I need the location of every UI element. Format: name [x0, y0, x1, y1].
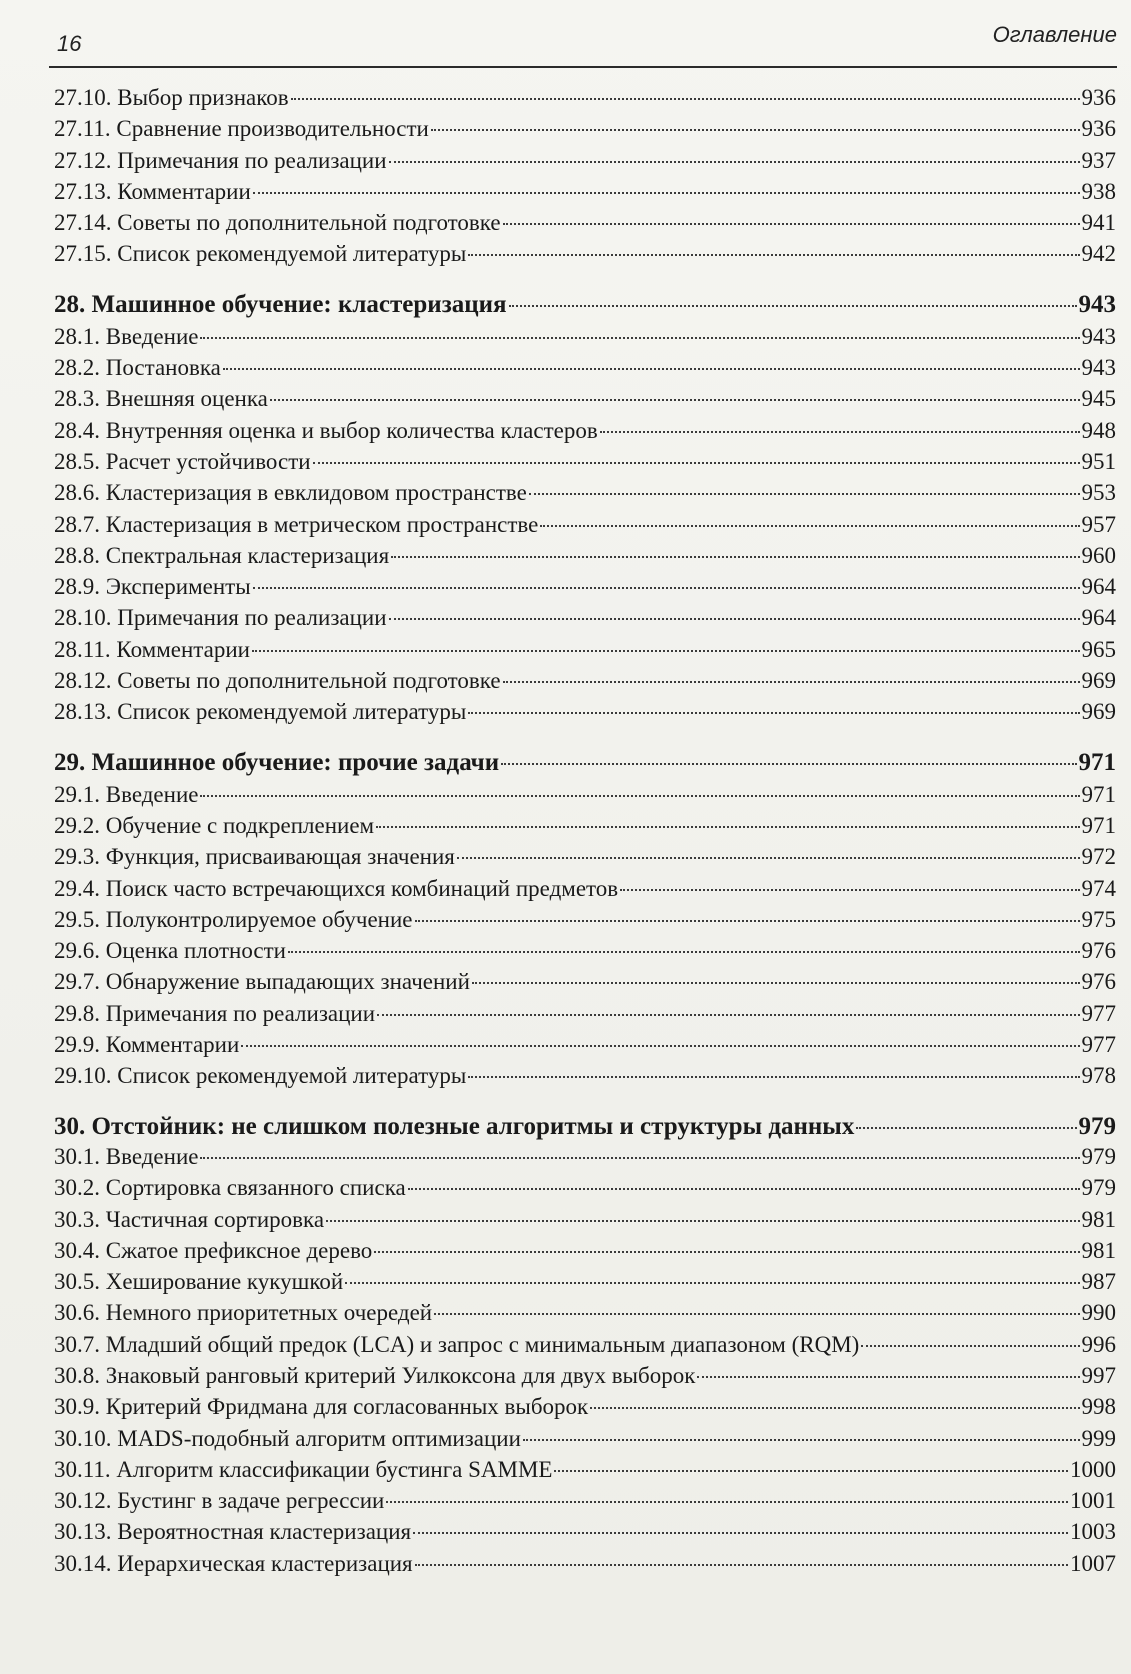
entry-label: 27.13. Комментарии — [54, 178, 251, 204]
toc-entry[interactable] — [54, 210, 1116, 241]
dot-leader — [386, 1501, 1068, 1503]
toc-entry[interactable] — [54, 844, 1116, 875]
dot-leader — [252, 650, 1080, 652]
dot-leader — [389, 618, 1080, 620]
dot-leader — [326, 1220, 1079, 1222]
entry-label: 29.10. Список рекомендуемой литературы — [54, 1063, 467, 1089]
entry-label: 29.6. Оценка плотности — [54, 938, 286, 964]
entry-page-number: 953 — [1081, 480, 1116, 506]
entry-label: 27.12. Примечания по реализации — [54, 147, 387, 173]
entry-page-number: 997 — [1081, 1362, 1116, 1388]
dot-leader — [253, 192, 1080, 194]
toc-entry[interactable] — [54, 605, 1116, 636]
toc-entry[interactable] — [54, 1001, 1116, 1032]
entry-page-number: 943 — [1081, 355, 1116, 381]
entry-label: 28.5. Расчет устойчивости — [54, 448, 311, 474]
entry-page-number: 942 — [1081, 241, 1116, 267]
chapter-title-entry[interactable] — [54, 291, 1116, 324]
dot-leader — [501, 763, 1076, 765]
entry-label: 28.4. Внутренняя оценка и выбор количества кластеров — [54, 417, 598, 443]
entry-label: 27.10. Выбор признаков — [54, 85, 289, 110]
dot-leader — [374, 1251, 1079, 1253]
dot-leader — [540, 525, 1079, 527]
entry-page-number: 978 — [1081, 1063, 1116, 1089]
toc-entry[interactable] — [54, 637, 1116, 668]
entry-page-number: 979 — [1078, 1112, 1116, 1140]
dot-leader — [600, 431, 1080, 433]
toc-entry[interactable] — [54, 876, 1116, 907]
entry-page-number: 945 — [1081, 386, 1116, 412]
toc-entry[interactable] — [54, 938, 1116, 969]
dot-leader — [856, 1127, 1076, 1129]
dot-leader — [523, 1439, 1080, 1441]
toc-entry[interactable] — [54, 179, 1116, 210]
dot-leader — [241, 1045, 1079, 1047]
dot-leader — [431, 129, 1080, 131]
entry-label: 30.13. Вероятностная кластеризация — [54, 1519, 412, 1545]
entry-label: 30.1. Введение — [54, 1143, 199, 1169]
entry-label: 28.7. Кластеризация в метрическом пространстве — [54, 511, 539, 537]
dot-leader — [415, 920, 1080, 922]
chapter-title-entry[interactable] — [54, 1113, 1116, 1144]
entry-page-number: 977 — [1081, 1032, 1116, 1058]
entry-label: 30.14. Иерархическая кластеризация — [54, 1550, 413, 1576]
toc-entry[interactable] — [54, 1332, 1116, 1363]
entry-page-number: 1007 — [1070, 1550, 1116, 1576]
entry-label: 28.12. Советы по дополнительной подготовке — [54, 668, 501, 694]
entry-page-number: 981 — [1081, 1206, 1116, 1232]
toc-entry[interactable] — [54, 1363, 1116, 1394]
entry-label: 30.12. Бустинг в задаче регрессии — [54, 1488, 385, 1514]
entry-page-number: 990 — [1081, 1300, 1116, 1326]
dot-leader — [377, 1014, 1079, 1016]
dot-leader — [291, 98, 1080, 100]
dot-leader — [472, 982, 1080, 984]
toc-entry[interactable] — [54, 699, 1116, 730]
toc-entry[interactable] — [54, 1238, 1116, 1269]
dot-leader — [503, 681, 1080, 683]
toc-entry[interactable] — [54, 907, 1116, 938]
dot-leader — [313, 462, 1080, 464]
entry-label: 30.2. Сортировка связанного списка — [54, 1175, 406, 1201]
table-of-contents — [54, 85, 1116, 1582]
entry-label: 30.6. Немного приоритетных очередей — [54, 1300, 433, 1326]
entry-page-number: 1000 — [1070, 1456, 1116, 1482]
entry-label: 29.9. Комментарии — [54, 1032, 240, 1058]
dot-leader — [509, 305, 1077, 307]
entry-label: 28.2. Постановка — [54, 355, 221, 381]
entry-label: 28.9. Эксперименты — [54, 574, 251, 600]
entry-page-number: 971 — [1078, 748, 1116, 776]
entry-label: 29.1. Введение — [54, 781, 199, 807]
entry-page-number: 936 — [1081, 116, 1116, 142]
dot-leader — [345, 1282, 1079, 1284]
dot-leader — [376, 826, 1079, 828]
toc-entry[interactable] — [54, 1488, 1116, 1519]
dot-leader — [697, 1376, 1079, 1378]
toc-entry[interactable] — [54, 782, 1116, 813]
entry-label: 30.9. Критерий Фридмана для согласованных выборок — [54, 1394, 589, 1420]
chapter-30 — [54, 1113, 1116, 1582]
dot-leader — [468, 712, 1079, 714]
dot-leader — [389, 161, 1080, 163]
chapter-28 — [54, 291, 1116, 731]
entry-page-number: 948 — [1081, 417, 1116, 443]
dot-leader — [270, 399, 1080, 401]
entry-page-number: 971 — [1081, 812, 1116, 838]
entry-page-number: 965 — [1081, 636, 1116, 662]
toc-entry[interactable] — [54, 1175, 1116, 1206]
toc-entry[interactable] — [54, 1457, 1116, 1488]
entry-label: 30.7. Младший общий предок (LCA) и запрос с минимальным диапазоном (RQM) — [54, 1331, 860, 1357]
entry-page-number: 979 — [1081, 1143, 1116, 1169]
entry-page-number: 951 — [1081, 448, 1116, 474]
dot-leader — [288, 951, 1080, 953]
dot-leader — [457, 857, 1080, 859]
toc-entry[interactable] — [54, 324, 1116, 355]
entry-page-number: 979 — [1081, 1175, 1116, 1201]
toc-entry[interactable] — [54, 1519, 1116, 1550]
toc-entry[interactable] — [54, 1426, 1116, 1457]
entry-page-number: 957 — [1081, 511, 1116, 537]
entry-label: 28.11. Комментарии — [54, 636, 250, 662]
entry-page-number: 1003 — [1070, 1519, 1116, 1545]
dot-leader — [408, 1188, 1080, 1190]
dot-leader — [590, 1407, 1079, 1409]
dot-leader — [468, 1076, 1079, 1078]
entry-label: 28.13. Список рекомендуемой литературы — [54, 699, 467, 725]
toc-entry[interactable] — [54, 1063, 1116, 1094]
entry-page-number: 943 — [1081, 323, 1116, 349]
toc-entry[interactable] — [54, 148, 1116, 179]
entry-page-number: 941 — [1081, 210, 1116, 236]
page-number: 16 — [57, 31, 82, 56]
entry-page-number: 974 — [1081, 875, 1116, 901]
entry-label: 28.6. Кластеризация в евклидовом пространстве — [54, 480, 527, 506]
page-header — [49, 20, 1117, 68]
toc-entry[interactable] — [54, 1551, 1116, 1582]
toc-entry[interactable] — [54, 1207, 1116, 1238]
entry-label: 30.8. Знаковый ранговый критерий Уилкоксона для двух выборок — [54, 1362, 696, 1388]
dot-leader — [468, 254, 1079, 256]
toc-entry[interactable] — [54, 813, 1116, 844]
entry-page-number: 999 — [1081, 1425, 1116, 1451]
dot-leader — [529, 493, 1080, 495]
entry-page-number: 981 — [1081, 1237, 1116, 1263]
dot-leader — [223, 368, 1080, 370]
dot-leader — [200, 1157, 1079, 1159]
entry-label: 30.3. Частичная сортировка — [54, 1206, 325, 1232]
entry-page-number: 976 — [1081, 938, 1116, 964]
entry-label: 27.11. Сравнение производительности — [54, 116, 429, 142]
running-title: Оглавление — [992, 22, 1117, 47]
entry-page-number: 975 — [1081, 906, 1116, 932]
dot-leader — [861, 1345, 1079, 1347]
toc-entry[interactable] — [54, 1300, 1116, 1331]
toc-entry[interactable] — [54, 85, 1116, 116]
entry-label: 30.4. Сжатое префиксное дерево — [54, 1237, 373, 1263]
dot-leader — [200, 795, 1079, 797]
toc-entry[interactable] — [54, 1394, 1116, 1425]
dot-leader — [620, 889, 1079, 891]
toc-entry[interactable] — [54, 574, 1116, 605]
toc-entry[interactable] — [54, 449, 1116, 480]
chapter-29 — [54, 749, 1116, 1095]
toc-entry[interactable] — [54, 116, 1116, 147]
dot-leader — [200, 337, 1079, 339]
entry-page-number: 969 — [1081, 668, 1116, 694]
entry-page-number: 937 — [1081, 147, 1116, 173]
entry-page-number: 943 — [1078, 290, 1116, 318]
entry-label: 28.8. Спектральная кластеризация — [54, 542, 390, 568]
toc-entry[interactable] — [54, 1144, 1116, 1175]
entry-label: 29.8. Примечания по реализации — [54, 1000, 376, 1026]
entry-label: 27.15. Список рекомендуемой литературы — [54, 241, 467, 267]
toc-entry[interactable] — [54, 543, 1116, 574]
entry-label: 28.1. Введение — [54, 323, 199, 349]
entry-label: 28.3. Внешняя оценка — [54, 386, 268, 412]
chapter-27-tail — [54, 85, 1116, 273]
toc-entry[interactable] — [54, 1269, 1116, 1300]
toc-entry[interactable] — [54, 480, 1116, 511]
entry-page-number: 964 — [1081, 574, 1116, 600]
toc-entry[interactable] — [54, 512, 1116, 543]
entry-page-number: 938 — [1081, 178, 1116, 204]
dot-leader — [391, 556, 1079, 558]
entry-label: 27.14. Советы по дополнительной подготовке — [54, 210, 501, 236]
entry-page-number: 964 — [1081, 605, 1116, 631]
entry-page-number: 996 — [1081, 1331, 1116, 1357]
entry-page-number: 969 — [1081, 699, 1116, 725]
entry-label: 30.5. Хеширование кукушкой — [54, 1269, 344, 1295]
chapter-title: 29. Машинное обучение: прочие задачи — [54, 748, 500, 776]
entry-label: 28.10. Примечания по реализации — [54, 605, 387, 631]
toc-entry[interactable] — [54, 241, 1116, 272]
entry-page-number: 960 — [1081, 542, 1116, 568]
chapter-title: 28. Машинное обучение: кластеризация — [54, 290, 507, 318]
dot-leader — [434, 1313, 1079, 1315]
toc-entry[interactable] — [54, 668, 1116, 699]
dot-leader — [415, 1564, 1068, 1566]
dot-leader — [503, 223, 1080, 225]
toc-entry[interactable] — [54, 1032, 1116, 1063]
entry-label: 29.7. Обнаружение выпадающих значений — [54, 969, 470, 995]
entry-label: 29.2. Обучение с подкреплением — [54, 812, 375, 838]
entry-page-number: 1001 — [1070, 1488, 1116, 1514]
entry-label: 29.3. Функция, присваивающая значения — [54, 844, 455, 870]
entry-page-number: 976 — [1081, 969, 1116, 995]
entry-page-number: 977 — [1081, 1000, 1116, 1026]
entry-label: 29.5. Полуконтролируемое обучение — [54, 906, 413, 932]
entry-page-number: 972 — [1081, 844, 1116, 870]
dot-leader — [554, 1470, 1068, 1472]
dot-leader — [413, 1532, 1068, 1534]
toc-entry[interactable] — [54, 355, 1116, 386]
entry-page-number: 987 — [1081, 1269, 1116, 1295]
entry-label: 30.11. Алгоритм классификации бустинга SAMME — [54, 1456, 553, 1482]
entry-label: 30.10. MADS-подобный алгоритм оптимизации — [54, 1425, 521, 1451]
entry-page-number: 971 — [1081, 781, 1116, 807]
chapter-title: 30. Отстойник: не слишком полезные алгоритмы и структуры данных — [54, 1112, 855, 1140]
entry-label: 29.4. Поиск часто встречающихся комбинаций предметов — [54, 875, 619, 901]
toc-entry[interactable] — [54, 418, 1116, 449]
entry-page-number: 998 — [1081, 1394, 1116, 1420]
chapter-title-entry[interactable] — [54, 749, 1116, 782]
entry-page-number: 936 — [1081, 85, 1116, 110]
toc-entry[interactable] — [54, 386, 1116, 417]
dot-leader — [253, 587, 1080, 589]
toc-entry[interactable] — [54, 969, 1116, 1000]
